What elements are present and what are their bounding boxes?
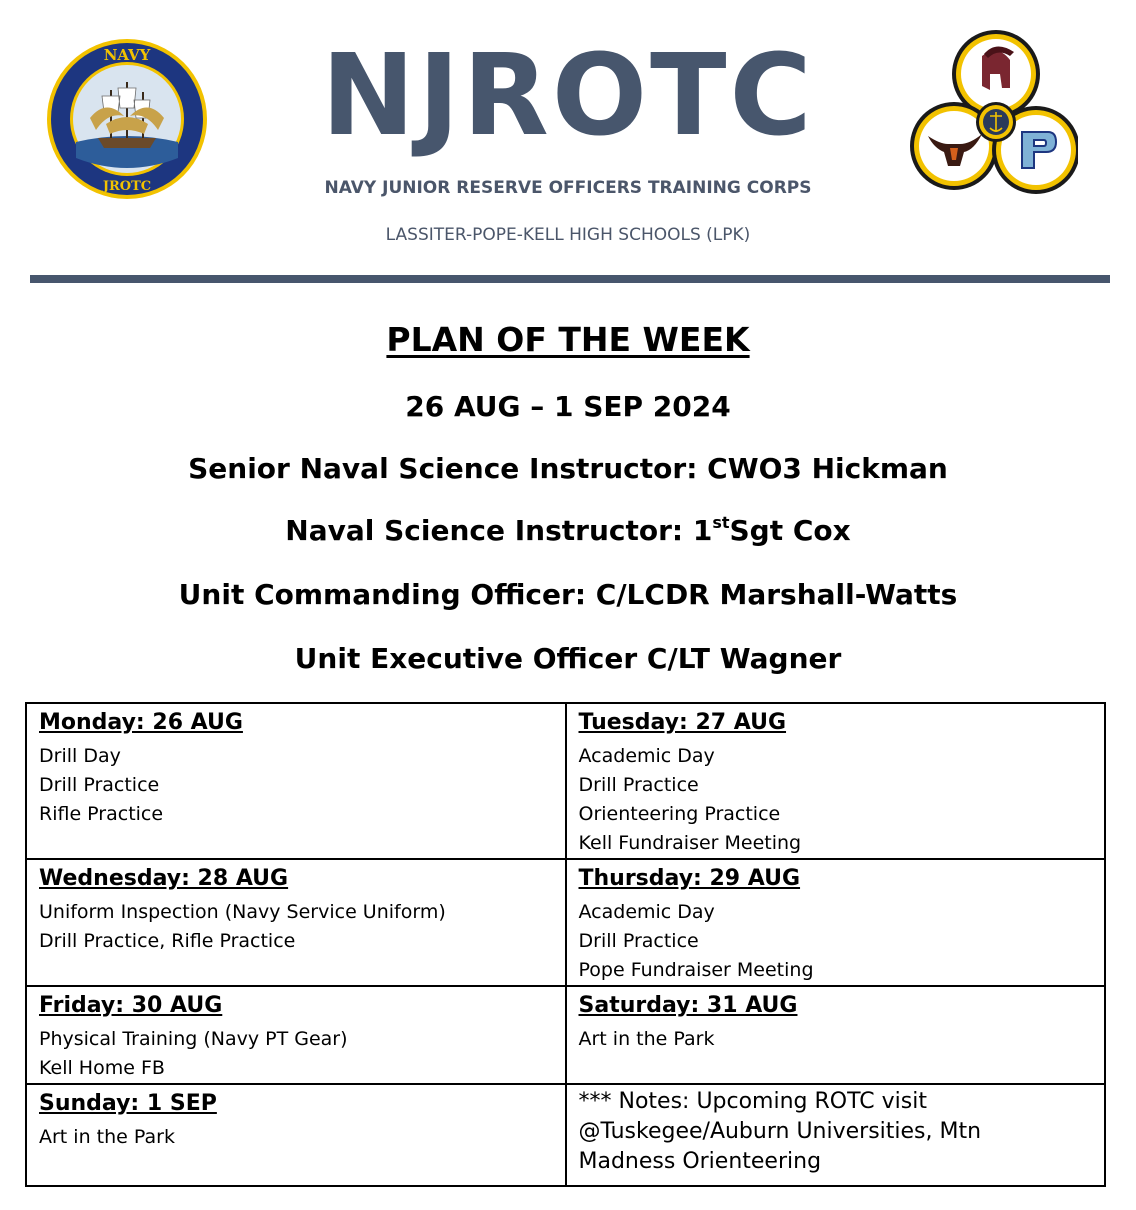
- instructor-line-text: Naval Science Instructor: 1: [285, 514, 713, 547]
- day-label: Thursday: 29 AUG: [578, 866, 801, 891]
- header-divider: [30, 275, 1110, 283]
- activity-item: Drill Practice: [39, 774, 160, 796]
- center-seal-icon: [976, 102, 1016, 142]
- day-cell-thursday: [566, 859, 1106, 986]
- activity-item: Art in the Park: [578, 1028, 715, 1050]
- activity-item: Orienteering Practice: [578, 803, 781, 825]
- day-cell-tuesday: [566, 703, 1106, 859]
- notes-line: Madness Orienteering: [578, 1149, 822, 1174]
- seal-top-text: NAVY: [103, 46, 151, 64]
- activity-item: Academic Day: [578, 901, 715, 923]
- notes-line: *** Notes: Upcoming ROTC visit: [578, 1089, 927, 1114]
- instructor-line-rank: Sgt Cox: [729, 514, 851, 547]
- corps-subtitle: NAVY JUNIOR RESERVE OFFICERS TRAINING CORPS: [324, 178, 812, 198]
- activity-item: Drill Practice: [578, 930, 699, 952]
- activity-item: Uniform Inspection (Navy Service Uniform): [39, 901, 446, 923]
- notes-line: @Tuskegee/Auburn Universities, Mtn: [578, 1119, 982, 1144]
- day-cell-wednesday: [26, 859, 566, 986]
- instructor-ordinal: st: [712, 513, 730, 532]
- activity-item: Art in the Park: [39, 1126, 175, 1148]
- weekly-schedule-table: [25, 702, 1106, 1187]
- day-label: Monday: 26 AUG: [39, 710, 243, 735]
- day-label: Sunday: 1 SEP: [39, 1091, 217, 1116]
- day-cell-saturday: [566, 986, 1106, 1084]
- day-cell-friday: [26, 986, 566, 1084]
- activity-item: Kell Fundraiser Meeting: [578, 832, 802, 854]
- activity-item: Drill Day: [39, 745, 121, 767]
- plan-dates: 26 AUG – 1 SEP 2024: [405, 390, 731, 423]
- activity-item: Pope Fundraiser Meeting: [578, 959, 814, 981]
- notes-cell: [566, 1084, 1106, 1186]
- activity-item: Drill Practice, Rifle Practice: [39, 930, 296, 952]
- commanding-officer-line: Unit Commanding Officer: C/LCDR Marshall-Watts: [178, 578, 958, 611]
- senior-instructor-line: Senior Naval Science Instructor: CWO3 Hickman: [188, 452, 948, 485]
- brand-title: NJROTC: [321, 31, 815, 161]
- activity-item: Academic Day: [578, 745, 715, 767]
- day-label: Friday: 30 AUG: [39, 993, 223, 1018]
- schools-subtitle: LASSITER-POPE-KELL HIGH SCHOOLS (LPK): [385, 225, 751, 245]
- activity-item: Drill Practice: [578, 774, 699, 796]
- day-cell-monday: [26, 703, 566, 859]
- activity-item: Rifle Practice: [39, 803, 164, 825]
- day-cell-sunday: [26, 1084, 566, 1186]
- day-label: Saturday: 31 AUG: [578, 993, 798, 1018]
- day-label: Tuesday: 27 AUG: [578, 710, 787, 735]
- executive-officer-line: Unit Executive Officer C/LT Wagner: [294, 642, 842, 675]
- lpk-schools-emblem: [910, 26, 1078, 198]
- seal-bottom-text: JROTC: [102, 179, 152, 194]
- activity-item: Kell Home FB: [39, 1057, 165, 1079]
- activity-item: Physical Training (Navy PT Gear): [39, 1028, 348, 1050]
- day-label: Wednesday: 28 AUG: [39, 866, 289, 891]
- instructor-line: [0, 514, 1136, 547]
- plan-title: PLAN OF THE WEEK: [386, 320, 750, 359]
